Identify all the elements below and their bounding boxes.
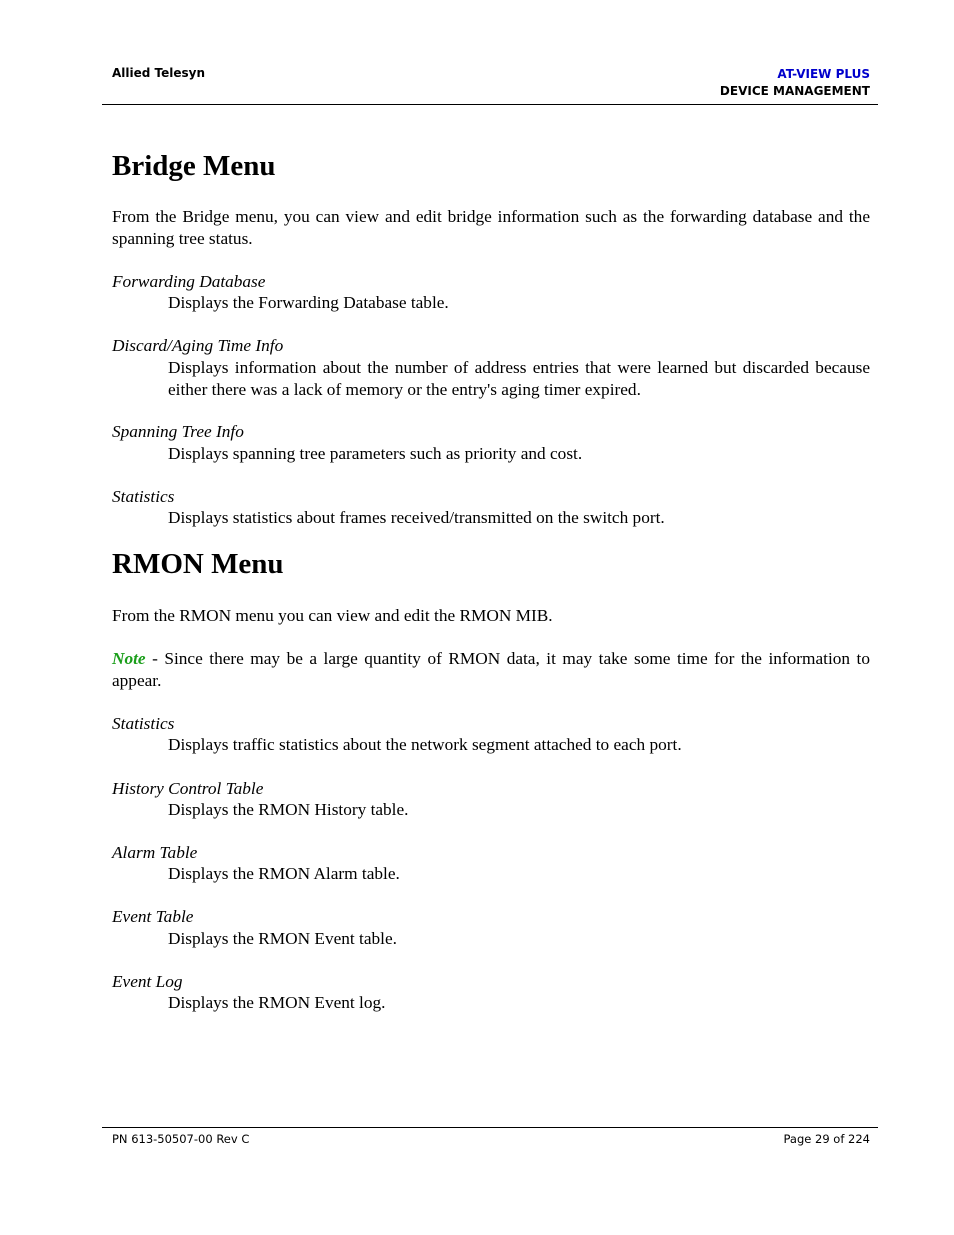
rmon-desc-event-table: Displays the RMON Event table. [168, 929, 397, 948]
bridge-desc-statistics: Displays statistics about frames received/transmitted on the switch port. [168, 508, 665, 527]
footer-page-number: Page 29 of 224 [783, 1132, 870, 1146]
bridge-term-discard-aging: Discard/Aging Time Info [112, 336, 284, 355]
rmon-menu-heading: RMON Menu [112, 548, 284, 580]
rmon-desc-event-log: Displays the RMON Event log. [168, 993, 386, 1012]
note-text: - Since there may be a large quantity of RMON data, it may take some time for the information to appear. [112, 649, 870, 690]
rmon-term-event-log: Event Log [112, 972, 183, 991]
rmon-intro: From the RMON menu you can view and edit the RMON MIB. [112, 606, 553, 625]
header-divider [102, 104, 878, 105]
header-section: DEVICE MANAGEMENT [719, 84, 870, 98]
header-company: Allied Telesyn [112, 66, 206, 80]
note-label: Note [112, 649, 146, 668]
header-product: AT-VIEW PLUS [777, 67, 870, 81]
bridge-term-spanning-tree: Spanning Tree Info [112, 422, 244, 441]
rmon-term-event-table: Event Table [112, 907, 194, 926]
rmon-term-alarm-table: Alarm Table [112, 843, 198, 862]
rmon-note [112, 648, 870, 691]
rmon-term-statistics: Statistics [112, 714, 175, 733]
footer-divider [102, 1127, 878, 1128]
footer-part-number: PN 613-50507-00 Rev C [112, 1132, 250, 1146]
rmon-desc-history-control: Displays the RMON History table. [168, 800, 409, 819]
bridge-term-forwarding-database: Forwarding Database [112, 272, 266, 291]
rmon-desc-statistics: Displays traffic statistics about the network segment attached to each port. [168, 735, 682, 754]
header-right [720, 66, 870, 100]
rmon-desc-alarm-table: Displays the RMON Alarm table. [168, 864, 400, 883]
bridge-intro: From the Bridge menu, you can view and edit bridge information such as the forwarding database and the spanning tree status. [112, 207, 870, 248]
rmon-term-history-control: History Control Table [112, 779, 264, 798]
bridge-desc-forwarding-database: Displays the Forwarding Database table. [168, 293, 449, 312]
bridge-menu-heading: Bridge Menu [112, 150, 276, 182]
bridge-desc-spanning-tree: Displays spanning tree parameters such as priority and cost. [168, 444, 583, 463]
bridge-term-statistics: Statistics [112, 487, 175, 506]
bridge-desc-discard-aging: Displays information about the number of address entries that were learned but discarded because either there was a lack of memory or the entry's aging timer expired. [168, 358, 870, 399]
